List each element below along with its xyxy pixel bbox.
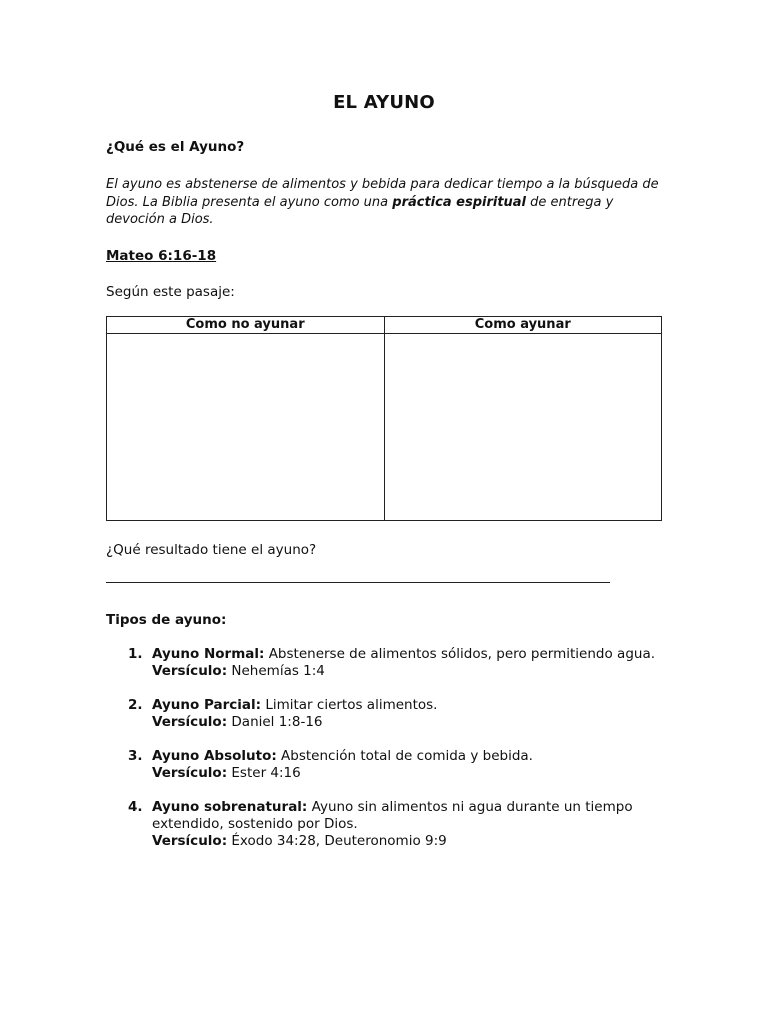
list-item-number: 2. <box>128 696 143 713</box>
fasting-types-list <box>106 646 662 850</box>
intro-paragraph <box>106 176 662 229</box>
verse-label: Versículo: <box>152 764 228 781</box>
type-name: Ayuno Parcial: <box>152 696 262 713</box>
list-item-number: 3. <box>128 747 143 764</box>
verse-reference: Nehemías 1:4 <box>227 662 325 679</box>
verse-reference: Ester 4:16 <box>227 764 301 781</box>
answer-cell-how-not-to-fast[interactable] <box>107 333 385 520</box>
document-title: EL AYUNO <box>333 92 435 113</box>
passage-prompt: Según este pasaje: <box>106 283 235 300</box>
answer-cell-how-to-fast[interactable] <box>384 333 662 520</box>
verse-label: Versículo: <box>152 662 228 679</box>
type-name: Ayuno Absoluto: <box>152 747 277 764</box>
intro-text-part2: de entrega y devoción a Dios. <box>106 194 614 227</box>
intro-text-part1: El ayuno es abstenerse de alimentos y bebida para dedicar tiempo a la búsqueda de Dios. La Biblia presenta el ayuno como una <box>106 177 659 210</box>
result-question: ¿Qué resultado tiene el ayuno? <box>106 541 317 558</box>
table-row <box>107 333 662 520</box>
verse-reference: Éxodo 34:28, Deuteronomio 9:9 <box>227 832 447 849</box>
type-name: Ayuno sobrenatural: <box>152 798 308 815</box>
document-page <box>106 92 662 867</box>
table-header-row <box>107 316 662 333</box>
scripture-reference: Mateo 6:16-18 <box>106 247 217 264</box>
verse-label: Versículo: <box>152 713 228 730</box>
list-item <box>106 697 662 731</box>
list-item <box>106 748 662 782</box>
type-description: Abstención total de comida y bebida. <box>276 747 533 764</box>
header-how-to-fast: Como ayunar <box>384 316 662 333</box>
type-description: Abstenerse de alimentos sólidos, pero permitiendo agua. <box>264 645 656 662</box>
type-description: Ayuno sin alimentos ni agua durante un tiempo extendido, sostenido por Dios. <box>152 798 633 832</box>
list-item-number: 1. <box>128 645 143 662</box>
verse-label: Versículo: <box>152 832 228 849</box>
list-item-number: 4. <box>128 798 143 815</box>
list-item <box>106 799 662 850</box>
intro-text-bold: práctica espiritual <box>392 194 527 210</box>
comparison-table <box>106 316 662 521</box>
list-item <box>106 646 662 680</box>
type-name: Ayuno Normal: <box>152 645 265 662</box>
answer-line[interactable] <box>106 582 610 583</box>
types-heading: Tipos de ayuno: <box>106 611 227 628</box>
verse-reference: Daniel 1:8-16 <box>227 713 323 730</box>
type-description: Limitar ciertos alimentos. <box>261 696 438 713</box>
header-how-not-to-fast: Como no ayunar <box>107 316 385 333</box>
question-heading: ¿Qué es el Ayuno? <box>106 139 245 155</box>
